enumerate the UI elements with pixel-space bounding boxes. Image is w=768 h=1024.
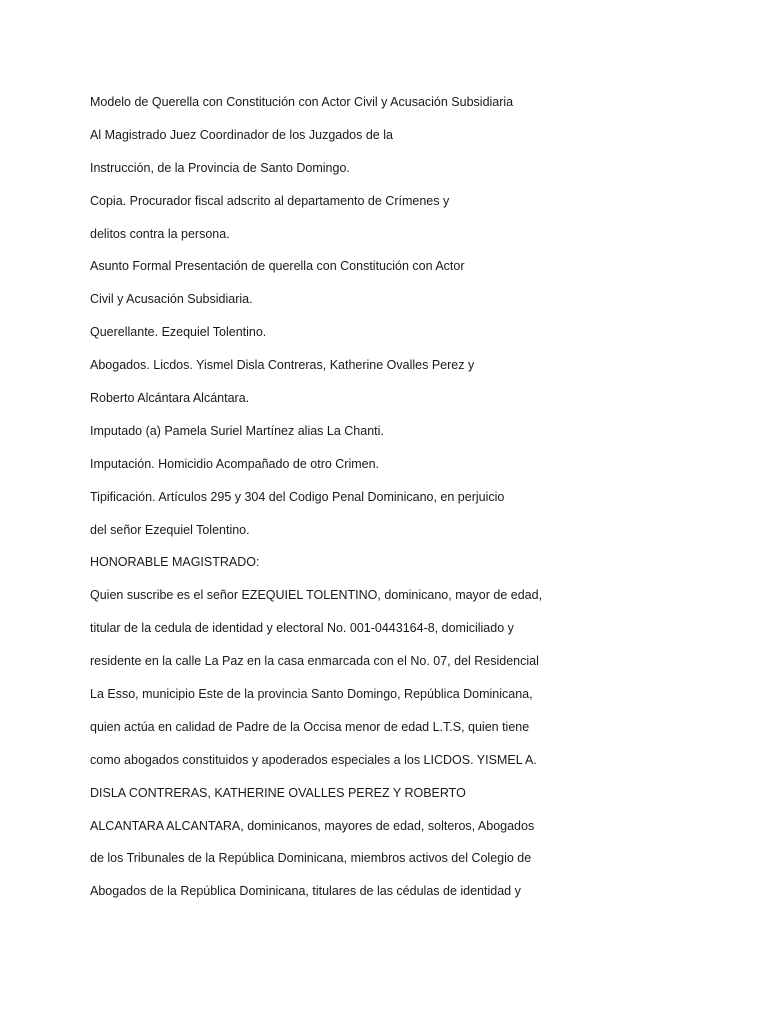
subject-line: Asunto Formal Presentación de querella con Constitución con Actor [90,259,465,274]
copy-line: delitos contra la persona. [90,226,230,241]
body-paragraph-line: Quien suscribe es el señor EZEQUIEL TOLENTINO, dominicano, mayor de edad, [90,588,543,603]
body-paragraph-line: residente en la calle La Paz en la casa enmarcada con el No. 07, del Residencial [90,654,539,669]
document-body [90,93,690,915]
plaintiff-line: Querellante. Ezequiel Tolentino. [90,325,267,340]
accused-line: Imputado (a) Pamela Suriel Martínez alias La Chanti. [90,423,384,438]
body-paragraph-line: ALCANTARA ALCANTARA, dominicanos, mayores de edad, solteros, Abogados [90,818,535,833]
lawyers-line: Abogados. Licdos. Yismel Disla Contreras, Katherine Ovalles Perez y [90,358,475,373]
charge-line: Imputación. Homicidio Acompañado de otro Crimen. [90,456,380,471]
copy-line: Copia. Procurador fiscal adscrito al departamento de Crímenes y [90,193,450,208]
body-paragraph-line: Abogados de la República Dominicana, titulares de las cédulas de identidad y [90,884,521,899]
body-paragraph-line: La Esso, municipio Este de la provincia Santo Domingo, República Dominicana, [90,687,533,702]
body-paragraph-line: como abogados constituidos y apoderados especiales a los LICDOS. YISMEL A. [90,752,537,767]
classification-line: del señor Ezequiel Tolentino. [90,522,250,537]
classification-line: Tipificación. Artículos 295 y 304 del Codigo Penal Dominicano, en perjuicio [90,489,505,504]
lawyers-line: Roberto Alcántara Alcántara. [90,391,250,406]
subject-line: Civil y Acusación Subsidiaria. [90,292,253,307]
body-paragraph-line: DISLA CONTRERAS, KATHERINE OVALLES PEREZ Y ROBERTO [90,785,466,800]
addressee-line: Instrucción, de la Provincia de Santo Domingo. [90,160,350,175]
salutation-line: HONORABLE MAGISTRADO: [90,555,260,570]
document-title: Modelo de Querella con Constitución con Actor Civil y Acusación Subsidiaria [90,95,514,109]
body-paragraph-line: de los Tribunales de la República Dominicana, miembros activos del Colegio de [90,851,532,866]
body-paragraph-line: quien actúa en calidad de Padre de la Occisa menor de edad L.T.S, quien tiene [90,719,530,734]
body-paragraph-line: titular de la cedula de identidad y electoral No. 001-0443164-8, domiciliado y [90,621,514,636]
addressee-line: Al Magistrado Juez Coordinador de los Juzgados de la [90,127,393,142]
